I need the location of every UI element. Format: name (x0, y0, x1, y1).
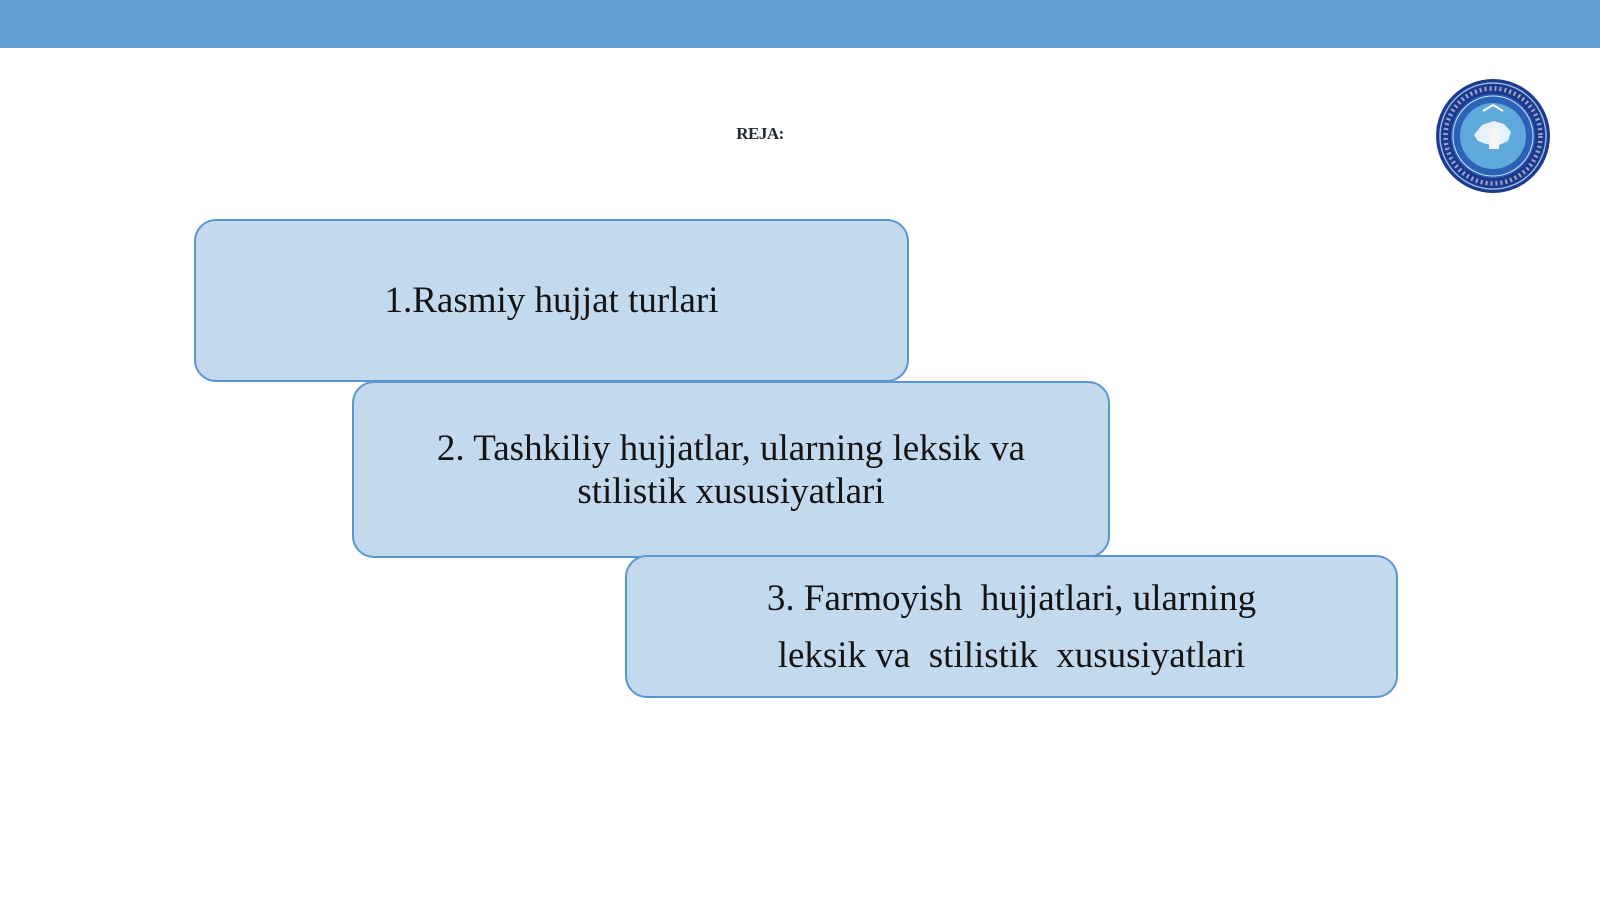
plan-item-1-text: 1.Rasmiy hujjat turlari (384, 279, 719, 321)
plan-item-1 (194, 219, 909, 382)
plan-item-2-text: 2. Tashkiliy hujjatlar, ularning leksik va stilistik xususiyatlari (436, 427, 1026, 512)
slide-title: REJA: (736, 124, 784, 143)
top-accent-bar (0, 0, 1600, 48)
plan-item-3-text: 3. Farmoyish hujjatlari, ularning leksik va stilistik xususiyatlari (766, 577, 1257, 676)
plan-item-3 (625, 555, 1398, 698)
plan-item-2 (352, 381, 1110, 558)
university-seal-icon (1434, 77, 1552, 195)
